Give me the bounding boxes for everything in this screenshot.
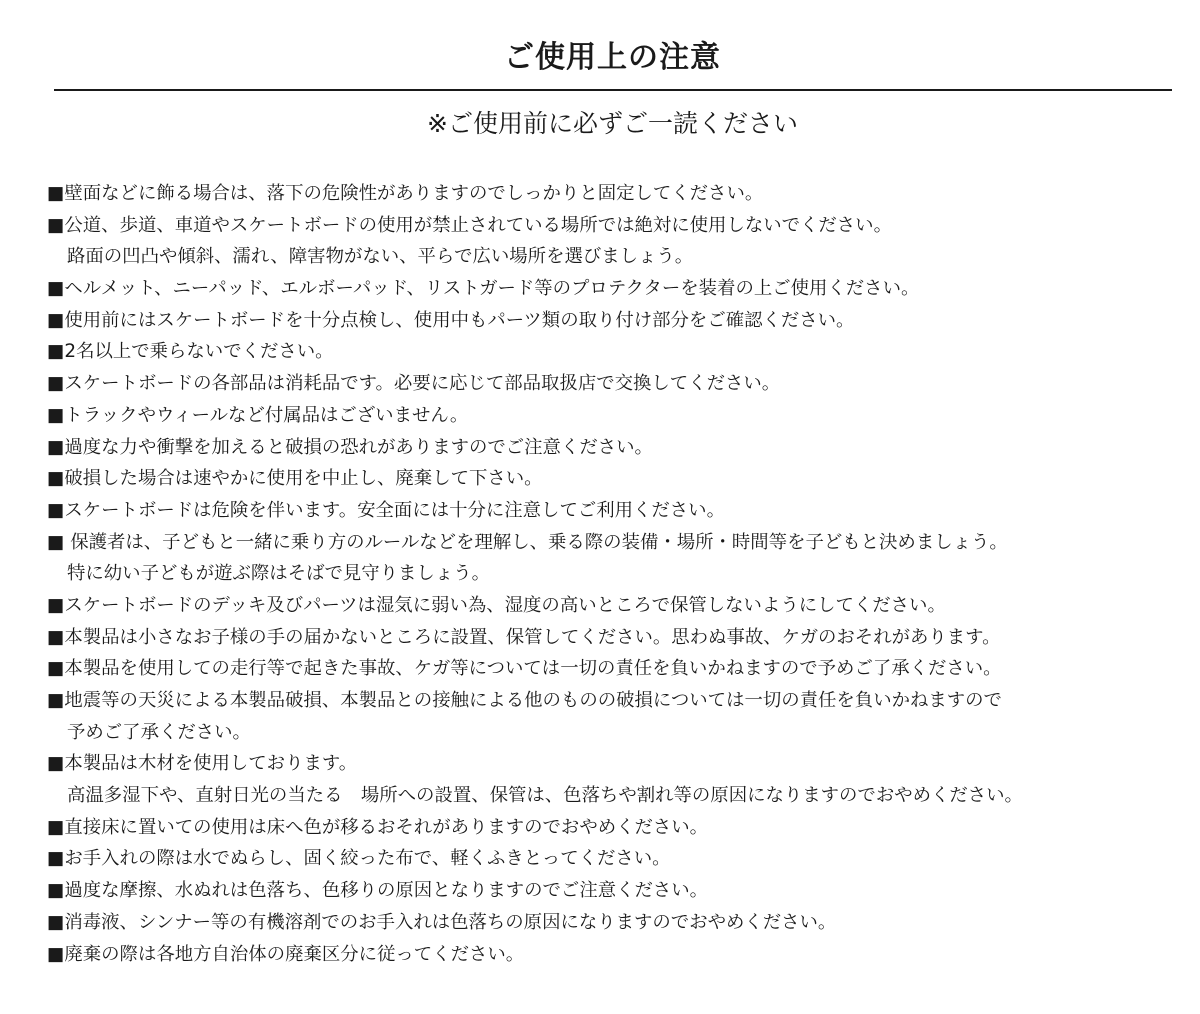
caution-item: ■破損した場合は速やかに使用を中止し、廃棄して下さい。 [47, 468, 543, 490]
caution-item: ■直接床に置いての使用は床へ色が移るおそれがありますのでおやめください。 [47, 816, 709, 838]
caution-item: ■使用前にはスケートボードを十分点検し、使用中もパーツ類の取り付け部分をご確認ください。 [47, 309, 855, 331]
caution-item: ■消毒液、シンナー等の有機溶剤でのお手入れは色落ちの原因になりますのでおやめください。 [47, 911, 837, 933]
caution-item: ■公道、歩道、車道やスケートボードの使用が禁止されている場所では絶対に使用しないでください。 [47, 214, 892, 236]
caution-item: ■地震等の天災による本製品破損、本製品との接触による他のものの破損については一切の責任を負いかねますので [47, 690, 1002, 711]
caution-item: ■ 保護者は、子どもと一緒に乗り方のルールなどを理解し、乗る際の装備・場所・時間等を子どもと決めましょう。 [47, 531, 1008, 553]
caution-item: ■過度な摩擦、水ぬれは色落ち、色移りの原因となりますのでご注意ください。 [47, 880, 709, 902]
caution-item: ■お手入れの際は水でぬらし、固く絞った布で、軽くふきとってください。 [47, 848, 671, 870]
caution-item: ■本製品は小さなお子様の手の届かないところに設置、保管してください。思わぬ事故、ケガのおそれがあります。 [47, 626, 1001, 648]
caution-item: ■本製品を使用しての走行等で起きた事故、ケガ等については一切の責任を負いかねますので予めご了承ください。 [47, 658, 1002, 680]
caution-item: ■スケートボードのデッキ及びパーツは湿気に弱い為、湿度の高いところで保管しないようにしてください。 [47, 594, 946, 616]
caution-item: ■過度な力や衝撃を加えると破損の恐れがありますのでご注意ください。 [47, 436, 653, 458]
title-divider [54, 89, 1172, 91]
caution-item: ■スケートボードは危険を伴います。安全面には十分に注意してご利用ください。 [47, 499, 725, 521]
caution-item: ■2名以上で乗らないでください。 [47, 341, 334, 363]
caution-item: ■スケートボードの各部品は消耗品です。必要に応じて部品取扱店で交換してください。 [47, 373, 781, 395]
caution-item: ■本製品は木材を使用しております。 [47, 753, 358, 775]
caution-item: ■トラックやウィールなど付属品はございません。 [47, 404, 469, 426]
caution-item-continuation: 路面の凹凸や傾斜、濡れ、障害物がない、平らで広い場所を選びましょう。 [67, 246, 694, 268]
caution-item-continuation: 高温多湿下や、直射日光の当たる 場所への設置、保管は、色落ちや割れ等の原因になりますのでおやめください。 [67, 785, 1023, 807]
caution-item: ■壁面などに飾る場合は、落下の危険性がありますのでしっかりと固定してください。 [47, 183, 764, 204]
caution-item: ■ヘルメット、ニーパッド、エルボーパッド、リストガード等のプロテクターを装着の上ご使用ください。 [47, 278, 920, 300]
caution-item-continuation: 予めご了承ください。 [67, 721, 251, 743]
caution-list [47, 178, 1195, 970]
page-title: ご使用上の注意 [504, 40, 721, 75]
caution-item: ■廃棄の際は各地方自治体の廃棄区分に従ってください。 [47, 943, 525, 965]
page-subtitle: ※ご使用前に必ずご一読ください [427, 109, 798, 138]
caution-item-continuation: 特に幼い子どもが遊ぶ際はそばで見守りましょう。 [67, 563, 490, 585]
